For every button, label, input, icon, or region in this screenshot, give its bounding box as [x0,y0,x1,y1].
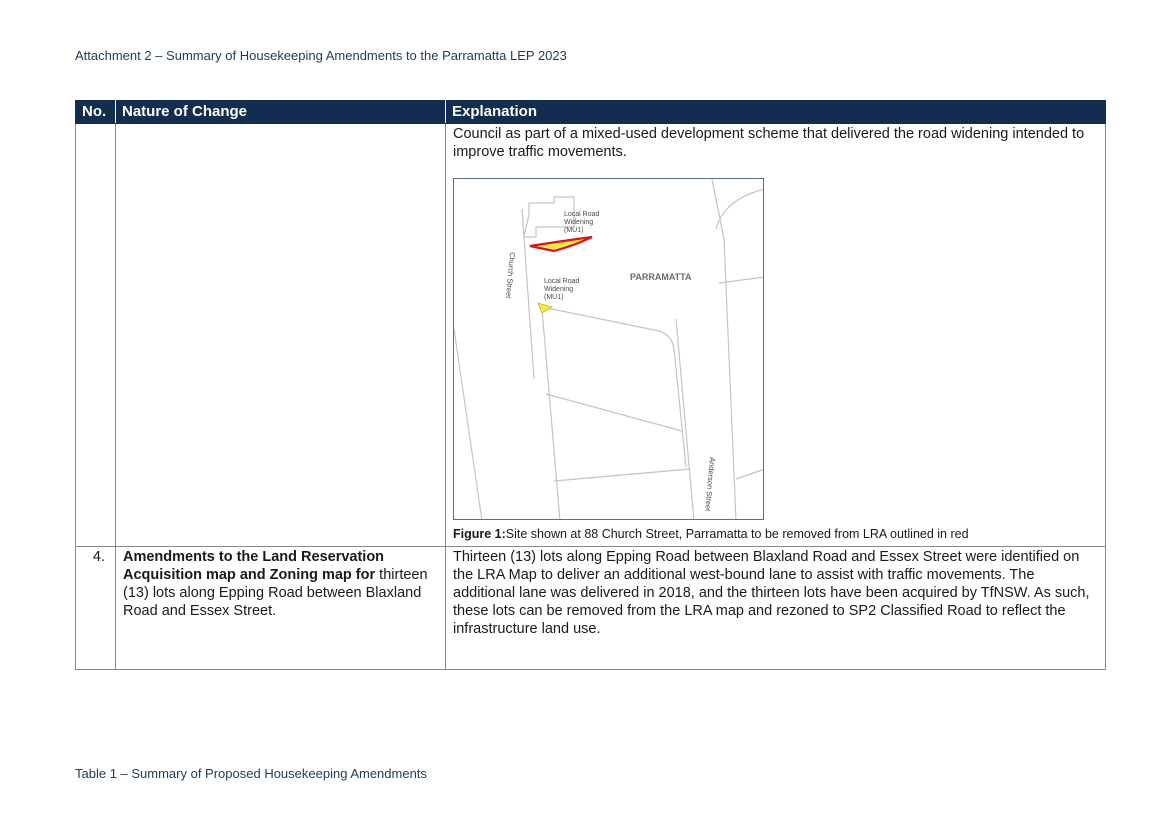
explanation-text: Council as part of a mixed-used development scheme that delivered the road widening intended to improve traffic movements. [453,126,1085,160]
nature-cell [116,547,446,670]
site-map [454,179,764,520]
lra-widening-highlight [530,237,592,251]
figure-caption-label: Figure 1: [453,527,506,541]
nature-text: thirteen (13) lots along Epping Road between Blaxland Road and Essex Street. [123,567,428,619]
figure-caption-text: Site shown at 88 Church Street, Parramatta to be removed from LRA outlined in red [505,527,969,541]
map-street-line [546,394,682,431]
column-header-no: No. [76,101,116,124]
map-street-line [542,309,560,520]
site-map-figure [453,178,764,520]
lra-widening-marker [538,303,552,313]
nature-cell [116,124,446,547]
table-row [76,547,1106,670]
map-street-line [676,319,694,520]
map-label-widening-2: Local Road [544,278,580,285]
table-row [76,124,1106,547]
map-street-line [522,209,534,379]
column-header-explanation: Explanation [446,101,1106,124]
map-label-anderson-street: Anderson Street [703,456,717,512]
map-label-widening-2: Widening [544,286,574,293]
map-label-widening-1: (MU1) [564,227,584,234]
map-street-line [736,469,764,479]
row-number: 4. [76,547,116,670]
map-street-line [716,189,764,229]
map-label-widening-1: Local Road [564,211,600,218]
row-number [76,124,116,547]
map-street-line [454,329,482,520]
document-header: Attachment 2 – Summary of Housekeeping Amendments to the Parramatta LEP 2023 [75,48,567,63]
map-label-suburb: PARRAMATTA [630,272,692,282]
map-label-church-street: Church Street [503,251,517,299]
nature-bold-text: Amendments to the Land Reservation Acquisition map and Zoning map for [123,549,385,583]
table-header-row [76,101,1106,124]
amendments-table [75,100,1106,670]
map-street-line [554,469,690,481]
explanation-cell [446,547,1106,670]
explanation-text: Thirteen (13) lots along Epping Road between Blaxland Road and Essex Street were identified on the LRA Map to deliver an additional west-bound lane to assist with traffic movements. The additional lane was delivered in 2018, and the thirteen lots have been acquired by TfNSW. As such, these lots can be removed from the LRA map and rezoned to SP2 Classified Road to reflect the infrastructure land use. [453,549,1090,637]
map-street-line [542,307,686,467]
document-footer: Table 1 – Summary of Proposed Housekeeping Amendments [75,766,427,781]
column-header-nature: Nature of Change [116,101,446,124]
map-label-widening-1: Widening [564,219,594,226]
map-label-widening-2: (MU1) [544,294,564,301]
explanation-cell [446,124,1106,547]
figure-caption [453,527,1098,542]
